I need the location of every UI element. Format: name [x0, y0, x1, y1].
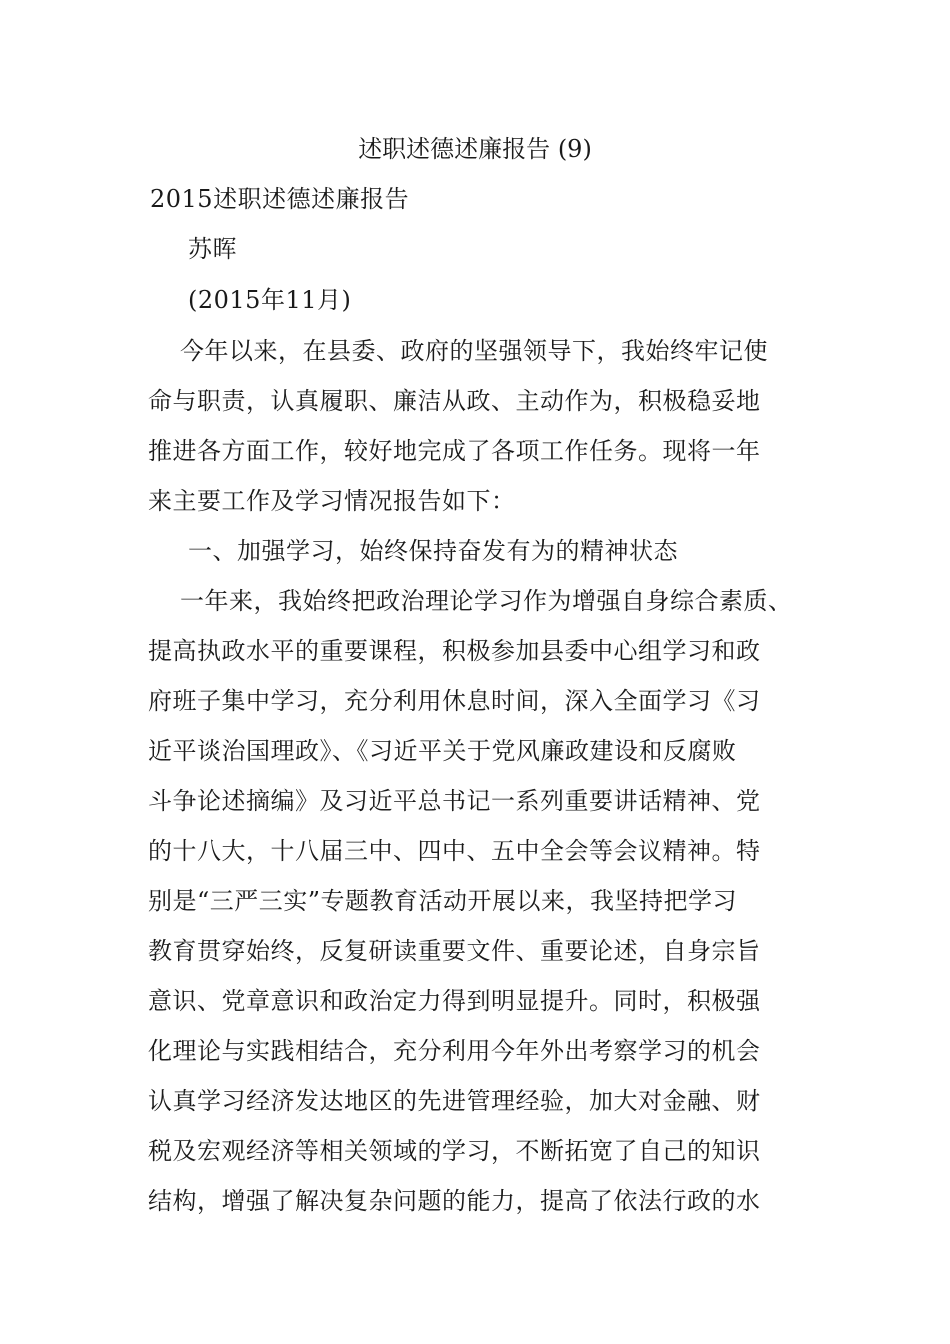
- body-line-7: 提高执政水平的重要课程，积极参加县委中心组学习和政: [148, 637, 761, 665]
- body-line-4: 来主要工作及学习情况报告如下：: [148, 487, 516, 515]
- author-name: 苏晖: [188, 235, 237, 263]
- body-line-13: 教育贯穿始终，反复研读重要文件、重要论述，自身宗旨: [148, 937, 761, 965]
- section-heading-1: 一、加强学习，始终保持奋发有为的精神状态: [188, 537, 678, 565]
- body-line-16: 认真学习经济发达地区的先进管理经验，加大对金融、财: [148, 1087, 761, 1115]
- body-line-8: 府班子集中学习，充分利用休息时间，深入全面学习《习: [148, 687, 761, 715]
- document-subtitle: 2015述职述德述廉报告: [150, 185, 410, 213]
- body-line-12: 别是“三严三实”专题教育活动开展以来，我坚持把学习: [148, 887, 738, 915]
- body-line-1: 今年以来，在县委、政府的坚强领导下，我始终牢记使: [180, 337, 768, 365]
- document-title: 述职述德述廉报告 (9): [358, 135, 592, 163]
- body-line-2: 命与职责，认真履职、廉洁从政、主动作为，积极稳妥地: [148, 387, 761, 415]
- body-line-6: 一年来，我始终把政治理论学习作为增强自身综合素质、: [180, 587, 793, 615]
- body-line-14: 意识、党章意识和政治定力得到明显提升。同时，积极强: [148, 987, 761, 1015]
- body-line-17: 税及宏观经济等相关领域的学习，不断拓宽了自己的知识: [148, 1137, 761, 1165]
- body-line-11: 的十八大，十八届三中、四中、五中全会等会议精神。特: [148, 837, 761, 865]
- body-line-18: 结构，增强了解决复杂问题的能力，提高了依法行政的水: [148, 1187, 761, 1215]
- body-line-10: 斗争论述摘编》及习近平总书记一系列重要讲话精神、党: [148, 787, 761, 815]
- report-date: (2015年11月): [188, 286, 352, 314]
- body-line-15: 化理论与实践相结合，充分利用今年外出考察学习的机会: [148, 1037, 761, 1065]
- body-line-9: 近平谈治国理政》、《习近平关于党风廉政建设和反腐败: [148, 737, 737, 765]
- body-line-3: 推进各方面工作，较好地完成了各项工作任务。现将一年: [148, 437, 761, 465]
